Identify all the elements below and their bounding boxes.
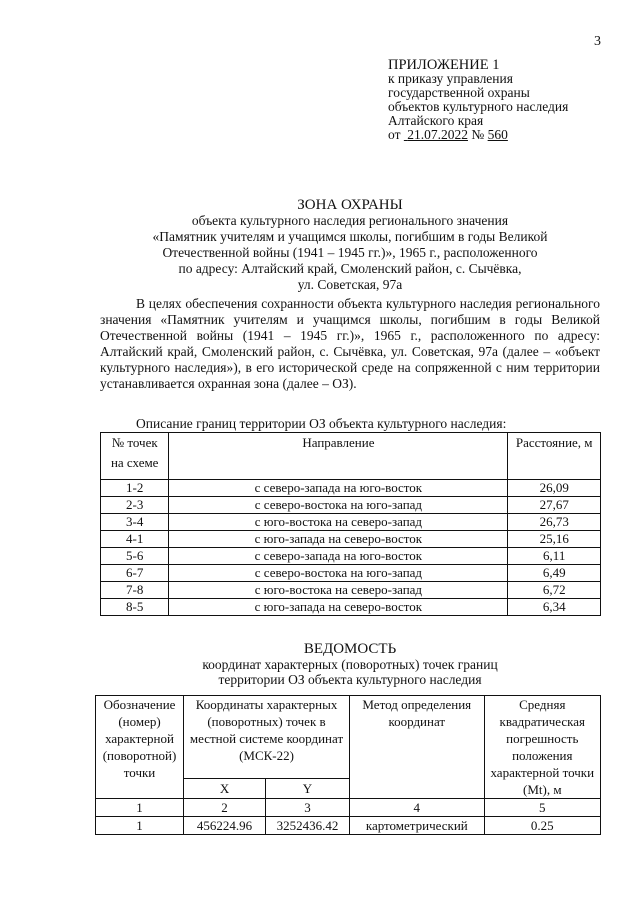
document-heading (100, 197, 600, 293)
cell-direction: с северо-запада на юго-восток (169, 480, 508, 497)
cell-segment: 2-3 (101, 497, 169, 514)
header-coordinates: Координаты характерных (поворотных) точек в местной системе координат (МСК-22) (184, 696, 350, 779)
table-row (101, 548, 601, 565)
col-number: 3 (266, 799, 350, 817)
appendix-date-line (388, 128, 568, 142)
cell-direction: с юго-запада на северо-восток (169, 599, 508, 616)
header-error: Средняя квадратическая погрешность положения характерной точки (Mt), м (484, 696, 600, 799)
intro-paragraph-block (100, 296, 600, 392)
cell-direction: с юго-запада на северо-восток (169, 531, 508, 548)
table-row (101, 565, 601, 582)
cell-direction: с северо-востока на юго-запад (169, 497, 508, 514)
cell-distance: 25,16 (508, 531, 601, 548)
table-row (101, 582, 601, 599)
heading-line: объекта культурного наследия регионального значения (191, 213, 509, 228)
coords-heading (100, 642, 600, 687)
cell-distance: 26,09 (508, 480, 601, 497)
appendix-line: к приказу управления (388, 71, 513, 86)
col-number: 4 (349, 799, 484, 817)
coords-subtitle-line: территории ОЗ объекта культурного наследия (218, 672, 482, 687)
order-date: 21.07.2022 (407, 127, 468, 142)
col-number: 1 (96, 799, 184, 817)
cell-error: 0.25 (484, 817, 600, 835)
header-direction: Направление (169, 433, 508, 480)
cell-segment: 3-4 (101, 514, 169, 531)
header-method: Метод определения координат (349, 696, 484, 799)
col-number: 5 (484, 799, 600, 817)
table-row (101, 480, 601, 497)
cell-distance: 6,49 (508, 565, 601, 582)
cell-segment: 4-1 (101, 531, 169, 548)
coords-subtitle-line: координат характерных (поворотных) точек границ (202, 657, 498, 672)
appendix-line: объектов культурного наследия (388, 99, 569, 114)
header-y: Y (266, 779, 350, 799)
cell-direction: с юго-востока на северо-запад (169, 514, 508, 531)
cell-direction: с северо-запада на юго-восток (169, 548, 508, 565)
date-prefix: от (388, 127, 401, 142)
heading-line: Отечественной войны (1941 – 1945 гг.)», 1965 г., расположенного (162, 245, 538, 260)
appendix-title: ПРИЛОЖЕНИЕ 1 (388, 57, 500, 73)
number-prefix: № (471, 127, 485, 142)
appendix-block (388, 58, 568, 142)
cell-y: 3252436.42 (266, 817, 350, 835)
cell-distance: 27,67 (508, 497, 601, 514)
header-points: № точек на схеме (101, 433, 169, 480)
boundary-table (100, 432, 601, 616)
cell-distance: 6,11 (508, 548, 601, 565)
coords-colnum-row (96, 799, 601, 817)
page-number: 3 (594, 34, 601, 49)
heading-line: «Памятник учителям и учащимся школы, погибшим в годы Великой (152, 229, 548, 244)
order-number: 560 (487, 127, 508, 142)
cell-segment: 7-8 (101, 582, 169, 599)
cell-direction: с юго-востока на северо-запад (169, 582, 508, 599)
coords-table (95, 695, 601, 835)
intro-paragraph: В целях обеспечения сохранности объекта культурного наследия регионального значения «Памятник учителям и учащимся школы, погибшим в годы Великой Отечественной войны (1941 – 1945 гг.)», 1965 г., расположенного по адресу: Алтайский край, Смоленский район, с. Сычёвка, ул. Советская, 97а (далее – «объект культурного наследия»), в его исторической среде на сопряженной с ним территории устанавливается охранная зона (далее – ОЗ). (100, 296, 600, 391)
coords-table-body (96, 817, 601, 835)
coords-title: ВЕДОМОСТЬ (303, 641, 397, 657)
appendix-line: государственной охраны (388, 85, 530, 100)
appendix-line: Алтайского края (388, 113, 484, 128)
heading-line: ул. Советская, 97а (297, 277, 403, 292)
boundary-caption: Описание границ территории ОЗ объекта культурного наследия: (136, 416, 507, 431)
header-point-id: Обозначение (номер) характерной (поворотной) точки (96, 696, 184, 799)
cell-segment: 5-6 (101, 548, 169, 565)
heading-line: по адресу: Алтайский край, Смоленский район, с. Сычёвка, (178, 261, 522, 276)
cell-distance: 6,72 (508, 582, 601, 599)
cell-point-id: 1 (96, 817, 184, 835)
heading-title: ЗОНА ОХРАНЫ (297, 197, 403, 213)
cell-method: картометрический (349, 817, 484, 835)
cell-segment: 6-7 (101, 565, 169, 582)
table-row (101, 497, 601, 514)
cell-distance: 6,34 (508, 599, 601, 616)
cell-direction: с северо-востока на юго-запад (169, 565, 508, 582)
boundary-table-body (101, 480, 601, 616)
boundary-table-header (101, 433, 601, 480)
header-x: X (184, 779, 266, 799)
table-row (96, 817, 601, 835)
coords-header-row (96, 696, 601, 779)
table-row (101, 599, 601, 616)
table-row (101, 514, 601, 531)
header-distance: Расстояние, м (508, 433, 601, 480)
cell-segment: 8-5 (101, 599, 169, 616)
cell-distance: 26,73 (508, 514, 601, 531)
cell-x: 456224.96 (184, 817, 266, 835)
table-row (101, 531, 601, 548)
cell-segment: 1-2 (101, 480, 169, 497)
col-number: 2 (184, 799, 266, 817)
